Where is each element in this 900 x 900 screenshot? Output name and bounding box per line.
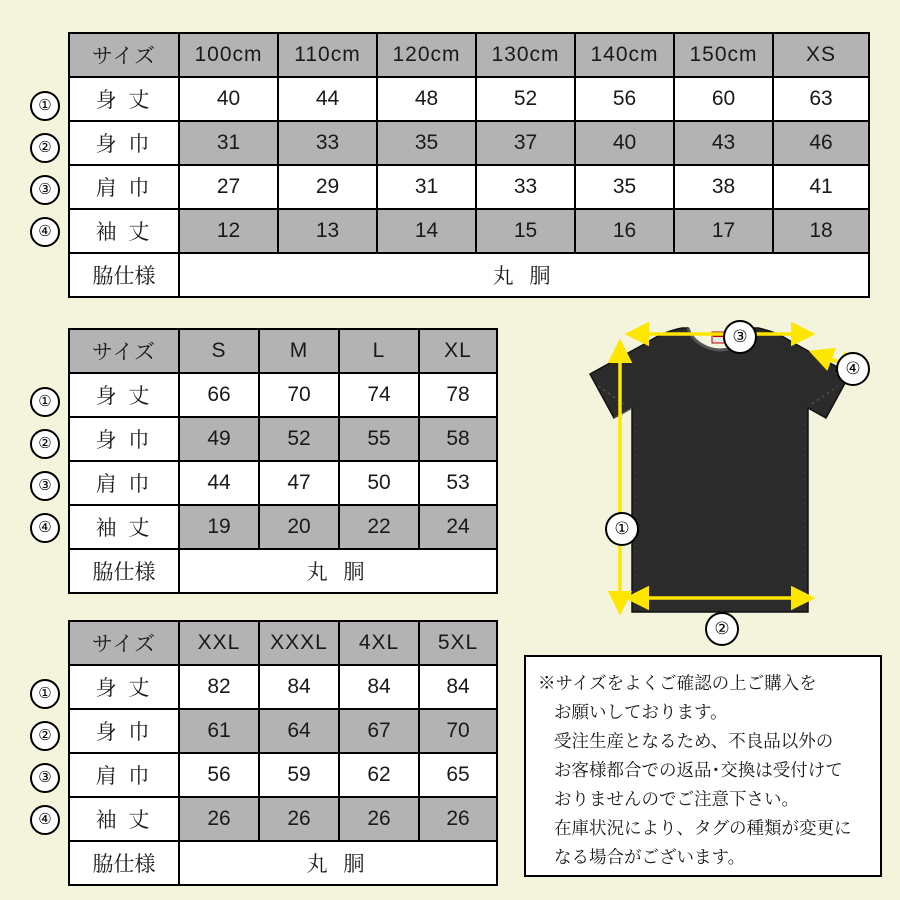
cell: 70 xyxy=(419,709,497,753)
table-row xyxy=(69,209,869,253)
callout-number-2: ② xyxy=(30,133,60,163)
notice-line: お客様都合での返品･交換は受付けて xyxy=(554,760,843,780)
cell: 24 xyxy=(419,505,497,549)
cell: 58 xyxy=(419,417,497,461)
header-size-6: XS xyxy=(773,33,869,77)
callout-body-width: ② xyxy=(705,612,739,646)
notice-line: ※サイズをよくご確認の上ご購入を xyxy=(538,673,817,693)
table-row xyxy=(69,709,497,753)
header-size-label: サイズ xyxy=(69,621,179,665)
cell: 55 xyxy=(339,417,419,461)
cell: 67 xyxy=(339,709,419,753)
cell: 20 xyxy=(259,505,339,549)
footer-label: 脇仕様 xyxy=(69,253,179,297)
callout-number-4: ④ xyxy=(30,217,60,247)
cell: 49 xyxy=(179,417,259,461)
header-size-2: L xyxy=(339,329,419,373)
row-label-body-length: 身 丈 xyxy=(69,373,179,417)
table-row-footer xyxy=(69,841,497,885)
header-size-2: 4XL xyxy=(339,621,419,665)
cell: 70 xyxy=(259,373,339,417)
cell: 74 xyxy=(339,373,419,417)
callout-number-4: ④ xyxy=(30,513,60,543)
row-label-shoulder-width: 肩 巾 xyxy=(69,461,179,505)
table-row xyxy=(69,417,497,461)
header-size-label: サイズ xyxy=(69,329,179,373)
row-label-sleeve-length: 袖 丈 xyxy=(69,505,179,549)
cell: 31 xyxy=(377,165,476,209)
cell: 26 xyxy=(339,797,419,841)
header-size-0: 100cm xyxy=(179,33,278,77)
table-row xyxy=(69,121,869,165)
row-label-body-width: 身 巾 xyxy=(69,709,179,753)
footer-label: 脇仕様 xyxy=(69,549,179,593)
cell: 61 xyxy=(179,709,259,753)
cell: 53 xyxy=(419,461,497,505)
row-label-body-length: 身 丈 xyxy=(69,665,179,709)
cell: 84 xyxy=(259,665,339,709)
notice-line: 受注生産となるため、不良品以外の xyxy=(554,731,834,751)
row-label-sleeve-length: 袖 丈 xyxy=(69,209,179,253)
callout-number-3: ③ xyxy=(30,175,60,205)
callout-number-1: ① xyxy=(30,679,60,709)
size-table-bigsize xyxy=(68,620,498,886)
cell: 13 xyxy=(278,209,377,253)
cell: 56 xyxy=(575,77,674,121)
cell: 16 xyxy=(575,209,674,253)
cell: 50 xyxy=(339,461,419,505)
callout-number-1: ① xyxy=(30,91,60,121)
table-row xyxy=(69,461,497,505)
callout-sleeve-length: ④ xyxy=(836,352,870,386)
size-table-kids xyxy=(68,32,870,298)
table-row xyxy=(69,165,869,209)
header-size-3: 5XL xyxy=(419,621,497,665)
header-size-3: XL xyxy=(419,329,497,373)
cell: 84 xyxy=(419,665,497,709)
cell: 66 xyxy=(179,373,259,417)
table-row-header xyxy=(69,329,497,373)
cell: 62 xyxy=(339,753,419,797)
row-label-body-width: 身 巾 xyxy=(69,417,179,461)
table-row xyxy=(69,77,869,121)
callout-number-3: ③ xyxy=(30,763,60,793)
cell: 37 xyxy=(476,121,575,165)
header-size-1: M xyxy=(259,329,339,373)
callout-number-4: ④ xyxy=(30,805,60,835)
header-size-3: 130cm xyxy=(476,33,575,77)
row-label-body-length: 身 丈 xyxy=(69,77,179,121)
cell: 15 xyxy=(476,209,575,253)
cell: 78 xyxy=(419,373,497,417)
row-label-body-width: 身 巾 xyxy=(69,121,179,165)
table-row-header xyxy=(69,621,497,665)
cell: 26 xyxy=(259,797,339,841)
cell: 33 xyxy=(476,165,575,209)
cell: 38 xyxy=(674,165,773,209)
callout-shoulder-width: ③ xyxy=(723,320,757,354)
cell: 26 xyxy=(419,797,497,841)
cell: 18 xyxy=(773,209,869,253)
cell: 60 xyxy=(674,77,773,121)
cell: 56 xyxy=(179,753,259,797)
cell: 35 xyxy=(575,165,674,209)
table-row xyxy=(69,797,497,841)
row-label-shoulder-width: 肩 巾 xyxy=(69,165,179,209)
cell: 82 xyxy=(179,665,259,709)
notice-line: 在庫状況により、タグの種類が変更に xyxy=(554,818,852,838)
cell: 27 xyxy=(179,165,278,209)
table-row xyxy=(69,505,497,549)
cell: 44 xyxy=(179,461,259,505)
cell: 22 xyxy=(339,505,419,549)
cell: 17 xyxy=(674,209,773,253)
cell: 33 xyxy=(278,121,377,165)
cell: 41 xyxy=(773,165,869,209)
footer-value: 丸 胴 xyxy=(179,549,497,593)
cell: 47 xyxy=(259,461,339,505)
header-size-0: XXL xyxy=(179,621,259,665)
header-size-label: サイズ xyxy=(69,33,179,77)
header-size-0: S xyxy=(179,329,259,373)
cell: 44 xyxy=(278,77,377,121)
cell: 35 xyxy=(377,121,476,165)
row-label-sleeve-length: 袖 丈 xyxy=(69,797,179,841)
header-size-2: 120cm xyxy=(377,33,476,77)
tshirt-shape xyxy=(590,328,850,612)
callout-number-2: ② xyxy=(30,429,60,459)
callout-number-2: ② xyxy=(30,721,60,751)
footer-value: 丸 胴 xyxy=(179,253,869,297)
cell: 40 xyxy=(179,77,278,121)
cell: 52 xyxy=(259,417,339,461)
cell: 40 xyxy=(575,121,674,165)
table-row-header xyxy=(69,33,869,77)
row-label-shoulder-width: 肩 巾 xyxy=(69,753,179,797)
table-row xyxy=(69,753,497,797)
table-row xyxy=(69,373,497,417)
notice-line: なる場合がございます。 xyxy=(554,847,746,867)
cell: 64 xyxy=(259,709,339,753)
table-row xyxy=(69,665,497,709)
cell: 26 xyxy=(179,797,259,841)
cell: 46 xyxy=(773,121,869,165)
header-size-1: 110cm xyxy=(278,33,377,77)
cell: 31 xyxy=(179,121,278,165)
size-table-adult xyxy=(68,328,498,594)
notice-line: お願いしております。 xyxy=(554,702,728,722)
cell: 14 xyxy=(377,209,476,253)
header-size-1: XXXL xyxy=(259,621,339,665)
cell: 59 xyxy=(259,753,339,797)
notice-line: おりませんのでご注意下さい。 xyxy=(554,789,799,809)
callout-number-3: ③ xyxy=(30,471,60,501)
header-size-5: 150cm xyxy=(674,33,773,77)
cell: 12 xyxy=(179,209,278,253)
cell: 43 xyxy=(674,121,773,165)
cell: 84 xyxy=(339,665,419,709)
footer-label: 脇仕様 xyxy=(69,841,179,885)
table-row-footer xyxy=(69,549,497,593)
cell: 48 xyxy=(377,77,476,121)
header-size-4: 140cm xyxy=(575,33,674,77)
tshirt-diagram xyxy=(520,312,890,652)
footer-value: 丸 胴 xyxy=(179,841,497,885)
callout-body-length: ① xyxy=(605,512,639,546)
cell: 63 xyxy=(773,77,869,121)
callout-number-1: ① xyxy=(30,387,60,417)
cell: 52 xyxy=(476,77,575,121)
cell: 19 xyxy=(179,505,259,549)
cell: 29 xyxy=(278,165,377,209)
table-row-footer xyxy=(69,253,869,297)
cell: 65 xyxy=(419,753,497,797)
notice-box xyxy=(524,655,882,877)
